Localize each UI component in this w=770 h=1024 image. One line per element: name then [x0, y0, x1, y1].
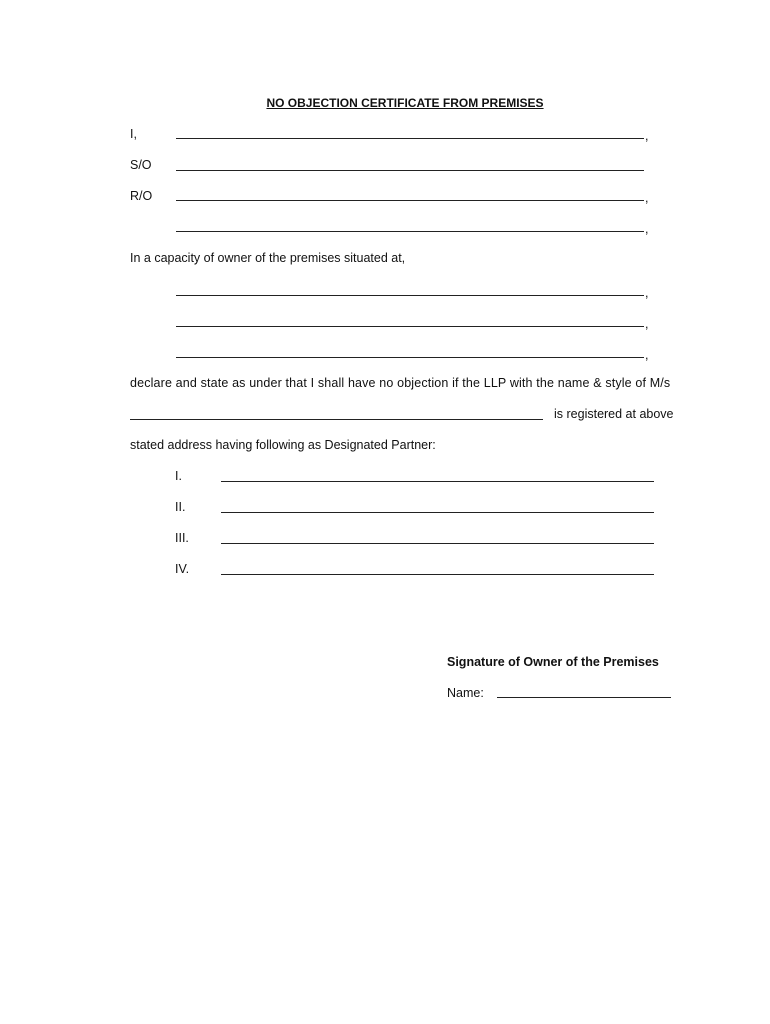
comma-2: ,: [645, 191, 649, 205]
document-title: NO OBJECTION CERTIFICATE FROM PREMISES: [266, 96, 544, 110]
comma-1: ,: [645, 129, 649, 143]
blank-line-premises-3: [176, 357, 644, 358]
partner-label-2: II.: [175, 500, 186, 514]
blank-line-partner-3: [221, 543, 654, 544]
capacity-text: In a capacity of owner of the premises situated at,: [130, 251, 406, 265]
declare-text: declare and state as under that I shall have no objection if the LLP with the name & style of M/s: [130, 376, 671, 390]
blank-line-ro-2: [176, 231, 644, 232]
comma-5: ,: [645, 317, 649, 331]
label-i: I,: [130, 127, 137, 141]
registered-text: is registered at above: [554, 407, 674, 421]
partner-label-3: III.: [175, 531, 189, 545]
comma-6: ,: [645, 348, 649, 362]
blank-line-ro-1: [176, 200, 644, 201]
blank-line-so: [176, 170, 644, 171]
label-so: S/O: [130, 158, 152, 172]
label-ro: R/O: [130, 189, 153, 203]
blank-line-partner-1: [221, 481, 654, 482]
partner-label-1: I.: [175, 469, 182, 483]
name-label: Name:: [447, 686, 484, 700]
blank-line-llp-name: [130, 419, 543, 420]
blank-line-partner-2: [221, 512, 654, 513]
blank-line-premises-1: [176, 295, 644, 296]
comma-3: ,: [645, 222, 649, 236]
comma-4: ,: [645, 286, 649, 300]
blank-line-premises-2: [176, 326, 644, 327]
blank-line-partner-4: [221, 574, 654, 575]
partner-label-4: IV.: [175, 562, 190, 576]
blank-line-signature-name: [497, 697, 671, 698]
blank-line-name: [176, 138, 644, 139]
stated-text: stated address having following as Designated Partner:: [130, 438, 436, 452]
signature-heading: Signature of Owner of the Premises: [447, 655, 659, 669]
